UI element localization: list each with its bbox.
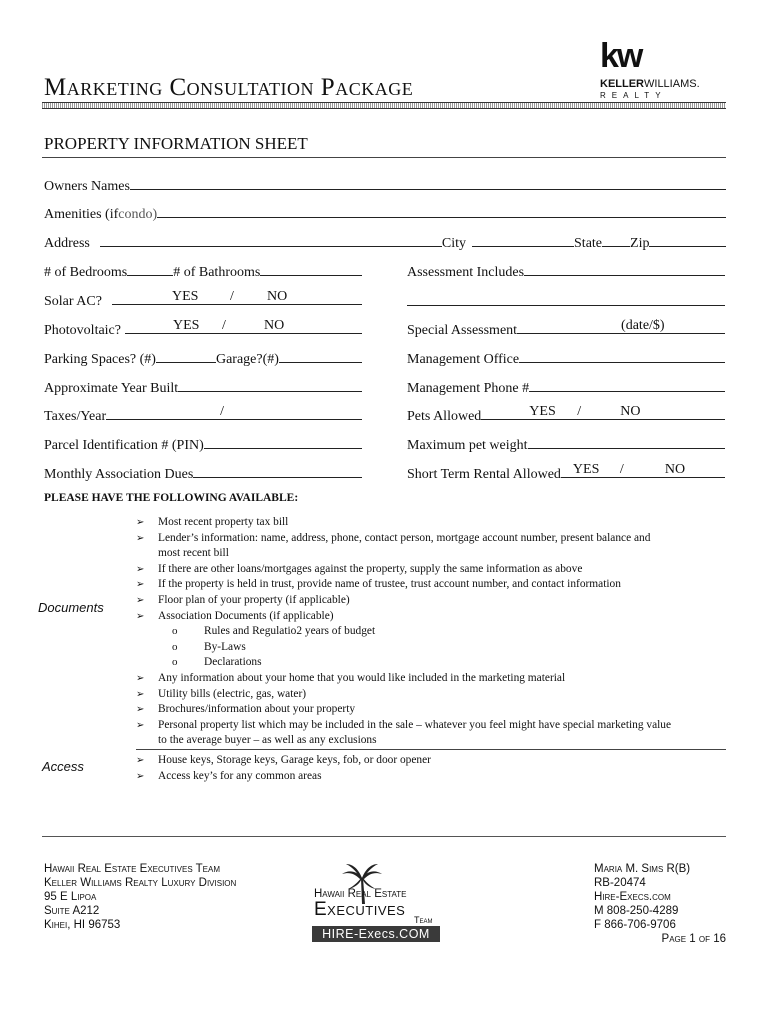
list-item-text: Brochures/information about your property — [158, 703, 356, 716]
sub-bullet-icon: o — [172, 625, 178, 638]
footer-logo-line1: Hawaii Real Estate — [314, 888, 407, 900]
list-item — [136, 609, 728, 625]
list-item — [136, 577, 728, 593]
pin-row — [44, 435, 362, 454]
parking-label: Parking Spaces? (#) — [44, 352, 156, 367]
state-label: State — [574, 236, 603, 251]
short-term-row — [407, 464, 725, 483]
page-title: Marketing Consultation Package — [44, 74, 414, 101]
bullet-arrow-icon: ➢ — [136, 563, 145, 575]
taxes-field[interactable] — [106, 406, 362, 420]
bathrooms-label: # of Bathrooms — [173, 265, 261, 280]
short-term-slash: / — [619, 462, 624, 477]
list-item-text: If the property is held in trust, provide name of trustee, trust account number, and contact information — [158, 578, 621, 591]
list-item-text: Association Documents (if applicable) — [158, 609, 334, 622]
year-built-label: Approximate Year Built — [44, 381, 179, 396]
footer-logo-line3: Team — [414, 915, 433, 925]
list-item — [136, 546, 728, 562]
taxes-slash: / — [220, 404, 225, 419]
keller-williams-logo — [596, 37, 706, 104]
bedrooms-field[interactable] — [127, 262, 173, 276]
solar-row — [44, 291, 362, 310]
sub-bullet-icon: o — [172, 656, 178, 669]
bullet-arrow-icon: ➢ — [136, 610, 145, 622]
short-term-label: Short Term Rental Allowed — [407, 467, 561, 482]
bullet-arrow-icon: ➢ — [136, 672, 145, 684]
solar-label: Solar AC? — [44, 294, 102, 309]
management-phone-field[interactable] — [529, 378, 725, 392]
bullet-arrow-icon: ➢ — [136, 755, 145, 766]
taxes-label: Taxes/Year — [44, 409, 107, 424]
amenities-condo-label: condo) — [118, 207, 158, 222]
special-assessment-row — [407, 320, 725, 339]
list-item-text: Floor plan of your property (if applicable) — [158, 593, 350, 606]
list-item — [136, 593, 728, 609]
amenities-field[interactable] — [157, 204, 726, 218]
section-title: PROPERTY INFORMATION SHEET — [44, 134, 308, 153]
management-office-label: Management Office — [407, 352, 520, 367]
pets-label: Pets Allowed — [407, 409, 482, 424]
pin-label: Parcel Identification # (PIN) — [44, 438, 204, 453]
photovoltaic-field[interactable] — [125, 320, 362, 334]
sub-list-item-text: Declarations — [204, 656, 262, 669]
footer-right — [594, 862, 726, 946]
list-item-text: Most recent property tax bill — [158, 516, 289, 528]
pin-field[interactable] — [204, 435, 362, 449]
assoc-dues-label: Monthly Association Dues — [44, 467, 194, 482]
footer-right-line: RB-20474 — [594, 877, 646, 889]
access-list — [136, 753, 728, 784]
solar-slash: / — [229, 289, 234, 304]
address-row — [44, 233, 726, 252]
list-item — [136, 702, 728, 718]
parking-row — [44, 349, 362, 368]
logo-kw-mark: kw — [600, 37, 642, 75]
address-label: Address — [44, 236, 90, 251]
assessment-includes-label: Assessment Includes — [407, 265, 525, 280]
management-office-field[interactable] — [519, 349, 725, 363]
header-rule — [42, 102, 726, 109]
year-built-field[interactable] — [178, 378, 362, 392]
sub-list-item-text: Rules and Regulatio2 years of budget — [204, 625, 376, 638]
documents-list — [136, 515, 728, 749]
footer-left-line: Suite A212 — [44, 905, 100, 917]
list-item — [136, 733, 728, 749]
state-field[interactable] — [602, 233, 630, 247]
bullet-arrow-icon — [136, 733, 158, 749]
documents-label: Documents — [38, 600, 104, 615]
max-pet-field[interactable] — [528, 435, 725, 449]
footer-logo-line2: Executives — [314, 899, 406, 920]
pets-row — [407, 406, 725, 425]
bullet-arrow-icon: ➢ — [136, 579, 145, 591]
photovoltaic-row — [44, 320, 362, 339]
management-phone-label: Management Phone # — [407, 381, 530, 396]
list-item-text: If there are other loans/mortgages against the property, supply the same information as above — [158, 562, 583, 575]
list-item-text: Access key’s for any common areas — [158, 769, 322, 782]
garage-field[interactable] — [279, 349, 362, 363]
logo-brand — [600, 78, 700, 90]
hire-execs-logo — [306, 856, 446, 946]
bedrooms-label: # of Bedrooms — [44, 265, 128, 280]
bullet-arrow-icon: ➢ — [136, 594, 145, 606]
assoc-dues-field[interactable] — [193, 464, 362, 478]
sub-list-item-text: By-Laws — [204, 640, 246, 653]
list-item — [136, 515, 728, 531]
sub-list-item — [136, 655, 728, 671]
list-item-text: Utility bills (electric, gas, water) — [158, 687, 307, 700]
pets-field[interactable] — [481, 406, 725, 420]
list-item — [136, 531, 728, 547]
pets-yes[interactable]: YES — [529, 404, 556, 419]
list-item-text: Personal property list which may be included in the sale – whatever you feel might have special marketing value — [158, 718, 672, 731]
city-label: City — [441, 236, 467, 251]
section-rule — [42, 157, 726, 158]
short-term-yes[interactable]: YES — [572, 462, 600, 477]
list-item — [136, 687, 728, 703]
list-item-text: to the average buyer – as well as any exclusions — [158, 734, 377, 747]
assessment-includes-line2[interactable] — [407, 305, 725, 306]
footer-right-line: Maria M. Sims R(B) — [594, 863, 691, 875]
footer-rule — [42, 836, 726, 837]
photovoltaic-label: Photovoltaic? — [44, 323, 121, 338]
logo-realty: REALTY — [600, 91, 667, 100]
logo-brand-bold: KELLER — [600, 78, 644, 90]
list-item — [136, 769, 728, 785]
sub-bullet-icon: o — [172, 640, 178, 653]
bullet-arrow-icon: ➢ — [136, 770, 145, 782]
available-heading: PLEASE HAVE THE FOLLOWING AVAILABLE: — [44, 492, 299, 504]
footer-left-line: Hawaii Real Estate Executives Team — [44, 863, 221, 875]
footer-left-line: 95 E Lipoa — [44, 891, 97, 903]
special-assessment-date: (date/$) — [621, 318, 665, 333]
owners-field[interactable] — [130, 176, 726, 190]
footer-left-line: Kihei, HI 96753 — [44, 919, 121, 931]
logo-brand-rest: WILLIAMS. — [644, 78, 700, 90]
access-label: Access — [42, 759, 84, 774]
documents-access-divider — [136, 749, 726, 750]
bullet-arrow-icon: ➢ — [136, 517, 145, 528]
list-item — [136, 562, 728, 578]
footer-right-line: F 866-706-9706 — [594, 919, 676, 931]
solar-no[interactable]: NO — [266, 289, 288, 304]
bathrooms-field[interactable] — [260, 262, 362, 276]
list-item — [136, 753, 728, 769]
bullet-arrow-icon: ➢ — [136, 688, 145, 700]
photovoltaic-slash: / — [222, 318, 226, 333]
photovoltaic-no[interactable]: NO — [264, 318, 285, 333]
owners-label: Owners Names — [44, 179, 130, 194]
footer-left-line: Keller Williams Realty Luxury Division — [44, 877, 237, 889]
solar-yes[interactable]: YES — [171, 289, 199, 304]
list-item-text: most recent bill — [158, 547, 229, 560]
bullet-arrow-icon: ➢ — [136, 719, 145, 731]
bullet-arrow-icon: ➢ — [136, 532, 145, 544]
list-item-text: Any information about your home that you would like included in the marketing material — [158, 671, 566, 684]
footer-right-line: Hire-Execs.com — [594, 891, 671, 903]
assessment-includes-row — [407, 262, 725, 281]
bedrooms-row — [44, 262, 362, 281]
year-built-row — [44, 378, 362, 397]
list-item — [136, 718, 728, 734]
amenities-label: Amenities (if — [44, 207, 119, 222]
sub-list-item — [136, 624, 728, 640]
max-pet-row — [407, 435, 725, 454]
max-pet-label: Maximum pet weight — [407, 438, 528, 453]
list-item-text: Lender’s information: name, address, phone, contact person, mortgage account number, present balance and — [158, 531, 651, 544]
management-phone-row — [407, 378, 725, 397]
photovoltaic-yes[interactable]: YES — [173, 318, 200, 333]
bullet-arrow-icon: ➢ — [136, 704, 145, 716]
pets-slash: / — [577, 404, 582, 419]
short-term-no[interactable]: NO — [664, 462, 686, 477]
list-item — [136, 671, 728, 687]
solar-field[interactable] — [112, 291, 362, 305]
management-office-row — [407, 349, 725, 368]
garage-label: Garage?(#) — [215, 352, 279, 367]
parking-field[interactable] — [156, 349, 216, 363]
short-term-field[interactable] — [561, 464, 725, 478]
special-assessment-field[interactable] — [517, 320, 725, 334]
bullet-arrow-icon — [136, 546, 158, 562]
zip-label: Zip — [630, 236, 650, 251]
page-number: Page 1 of 16 — [661, 933, 726, 945]
city-field[interactable] — [472, 233, 574, 247]
assoc-dues-row — [44, 464, 362, 483]
footer-logo-line4: HIRE-Execs.COM — [312, 926, 440, 942]
address-field[interactable] — [100, 233, 442, 247]
amenities-row — [44, 204, 726, 223]
taxes-row — [44, 406, 362, 425]
sub-list-item — [136, 640, 728, 656]
footer-right-line: M 808-250-4289 — [594, 905, 679, 917]
footer-left — [44, 862, 236, 932]
assessment-includes-field[interactable] — [524, 262, 725, 276]
owners-row — [44, 176, 726, 195]
pets-no[interactable]: NO — [620, 404, 641, 419]
zip-field[interactable] — [649, 233, 726, 247]
list-item-text: House keys, Storage keys, Garage keys, fob, or door opener — [158, 754, 431, 766]
special-assessment-label: Special Assessment — [407, 323, 518, 338]
